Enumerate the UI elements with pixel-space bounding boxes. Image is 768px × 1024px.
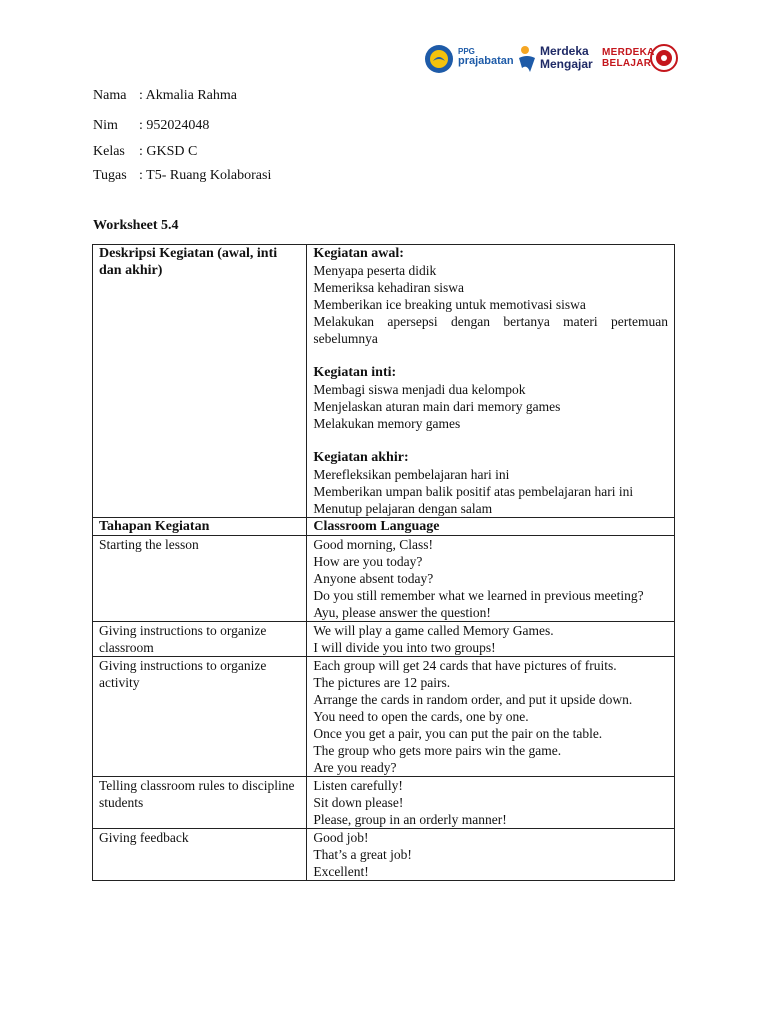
language-cell — [307, 622, 675, 657]
list-item: Merefleksikan pembelajaran hari ini — [313, 467, 510, 482]
kegiatan-akhir-title: Kegiatan akhir: — [313, 450, 409, 465]
language-line: How are you today? — [313, 554, 423, 569]
language-cell — [307, 657, 675, 777]
ppg-prajabatan-logo — [458, 48, 514, 67]
header-tahapan-kegiatan: Tahapan Kegiatan — [93, 518, 307, 536]
language-line: Ayu, please answer the question! — [313, 605, 491, 620]
header-classroom-language: Classroom Language — [307, 518, 675, 536]
language-line: Please, group in an orderly manner! — [313, 812, 507, 827]
kegiatan-awal-title: Kegiatan awal: — [313, 246, 404, 261]
language-line: Sit down please! — [313, 795, 404, 810]
ppg-logo-text: PPG — [458, 47, 475, 56]
kegiatan-inti-title: Kegiatan inti: — [313, 365, 397, 380]
worksheet-table — [92, 244, 675, 881]
language-line: Anyone absent today? — [313, 571, 434, 586]
language-line: Do you still remember what we learned in previous meeting? — [313, 588, 644, 603]
list-item: Menjelaskan aturan main dari memory games — [313, 399, 561, 414]
language-cell — [307, 536, 675, 622]
info-value: : Akmalia Rahma — [139, 88, 237, 103]
language-line: The pictures are 12 pairs. — [313, 675, 451, 690]
description-label-cell — [93, 245, 307, 518]
list-item: Membagi siswa menjadi dua kelompok — [313, 382, 526, 397]
info-label: Tugas — [93, 168, 127, 183]
description-label: Deskripsi Kegiatan (awal, inti dan akhir) — [99, 246, 278, 278]
stage-cell: Starting the lesson — [93, 536, 307, 622]
info-kelas — [93, 144, 197, 160]
list-item: Melakukan apersepsi dengan bertanya materi pertemuan sebelumnya — [313, 314, 668, 346]
merdeka-belajar-logo — [602, 47, 655, 69]
language-line: Are you ready? — [313, 760, 397, 775]
kemendikbud-logo-icon — [424, 44, 454, 74]
list-item: Memberikan ice breaking untuk memotivasi siswa — [313, 297, 586, 312]
merdeka-mengajar-line1: Merdeka — [540, 44, 589, 58]
info-label: Kelas — [93, 144, 125, 159]
language-line: We will play a game called Memory Games. — [313, 623, 554, 638]
list-item: Memeriksa kehadiran siswa — [313, 280, 465, 295]
info-label: Nama — [93, 88, 127, 103]
stage-cell: Telling classroom rules to discipline students — [93, 777, 307, 829]
table-row — [93, 829, 675, 881]
language-line: Listen carefully! — [313, 778, 403, 793]
info-tugas — [93, 168, 271, 184]
list-item: Melakukan memory games — [313, 416, 461, 431]
list-item: Menyapa peserta didik — [313, 263, 437, 278]
table-row — [93, 622, 675, 657]
description-content-cell — [307, 245, 675, 518]
stage-cell: Giving instructions to organize activity — [93, 657, 307, 777]
table-row — [93, 777, 675, 829]
merdeka-mengajar-line2: Mengajar — [540, 57, 593, 71]
merdeka-mengajar-icon — [516, 44, 538, 74]
info-value: : T5- Ruang Kolaborasi — [139, 168, 272, 183]
info-label: Nim — [93, 118, 118, 133]
merdeka-belajar-line1: MERDEKA — [602, 47, 655, 58]
language-line: That’s a great job! — [313, 847, 412, 862]
university-seal-icon — [650, 42, 678, 74]
list-item: Menutup pelajaran dengan salam — [313, 501, 493, 516]
stage-cell: Giving instructions to organize classroom — [93, 622, 307, 657]
table-row — [93, 536, 675, 622]
language-line: Each group will get 24 cards that have pictures of fruits. — [313, 658, 617, 673]
info-value: : GKSD C — [139, 144, 198, 159]
list-item: Memberikan umpan balik positif atas pembelajaran hari ini — [313, 484, 634, 499]
language-line: Once you get a pair, you can put the pair on the table. — [313, 726, 603, 741]
language-line: You need to open the cards, one by one. — [313, 709, 529, 724]
header-logos — [424, 42, 680, 82]
merdeka-belajar-line2: BELAJAR — [602, 58, 652, 69]
info-nim — [93, 118, 209, 134]
language-line: Good morning, Class! — [313, 537, 433, 552]
table-row — [93, 657, 675, 777]
language-line: Good job! — [313, 830, 369, 845]
description-row — [93, 245, 675, 518]
info-value: : 952024048 — [139, 118, 210, 133]
language-cell — [307, 777, 675, 829]
language-line: I will divide you into two groups! — [313, 640, 496, 655]
prajabatan-logo-text: prajabatan — [458, 55, 514, 67]
merdeka-mengajar-logo — [540, 45, 593, 71]
worksheet-title: Worksheet 5.4 — [93, 218, 179, 233]
language-cell — [307, 829, 675, 881]
language-line: Excellent! — [313, 864, 369, 879]
language-line: The group who gets more pairs win the game. — [313, 743, 562, 758]
language-line: Arrange the cards in random order, and put it upside down. — [313, 692, 633, 707]
table-header-row — [93, 518, 675, 536]
info-nama — [93, 88, 237, 104]
stage-cell: Giving feedback — [93, 829, 307, 881]
